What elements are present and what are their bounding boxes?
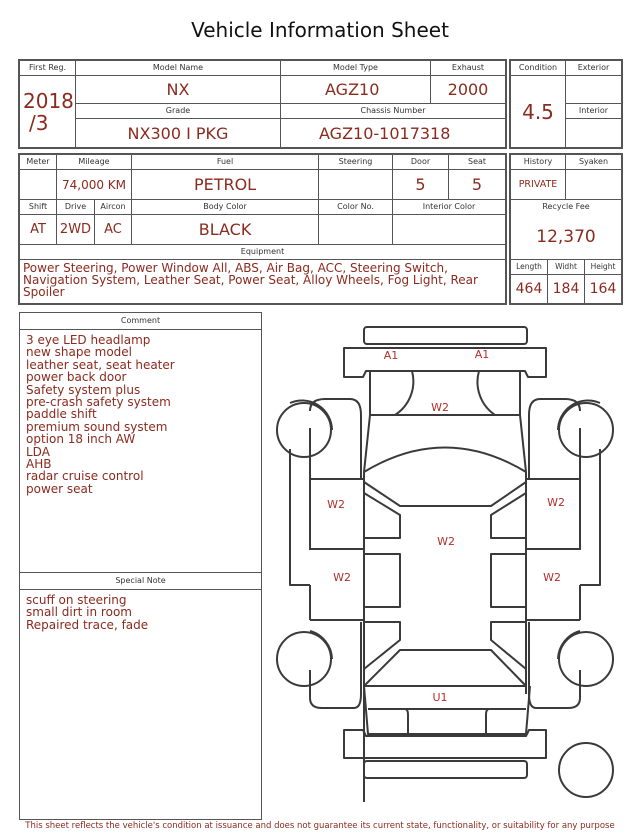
color-no-label: Color No. xyxy=(319,200,393,215)
meter-value xyxy=(20,170,57,200)
door-value: 5 xyxy=(393,170,449,200)
left-tail-lamp xyxy=(369,709,408,735)
comment-line: power seat xyxy=(26,481,93,496)
steering-value xyxy=(319,170,393,200)
condition-value: 4.5 xyxy=(511,76,566,148)
seat-value: 5 xyxy=(449,170,506,200)
first-reg-value xyxy=(20,76,76,148)
chassis-label: Chassis Number xyxy=(281,104,506,119)
comment-line: paddle shift xyxy=(26,407,97,422)
width-label: Widht xyxy=(548,260,585,275)
rear-left-wheel xyxy=(277,632,331,686)
right-a-pillar xyxy=(491,493,526,538)
mark-hood: W2 xyxy=(431,401,449,414)
special-note-list xyxy=(20,590,261,635)
seat-label: Seat xyxy=(449,155,506,170)
comment-line: 3 eye LED headlamp xyxy=(26,333,151,347)
comment-line: new shape model xyxy=(26,345,133,360)
body-color-value: BLACK xyxy=(132,215,319,245)
exterior-label: Exterior xyxy=(566,61,622,76)
mark-roof: W2 xyxy=(437,535,455,548)
wheel-arch xyxy=(310,631,332,659)
exterior-value xyxy=(566,76,622,104)
length-label: Length xyxy=(511,260,548,275)
vehicle-damage-diagram xyxy=(270,315,640,820)
mark-right-rear-door: W2 xyxy=(543,571,561,584)
door-label: Door xyxy=(393,155,449,170)
special-note-line: Repaired trace, fade xyxy=(26,617,149,632)
shift-value: AT xyxy=(20,215,57,245)
steering-label: Steering xyxy=(319,155,393,170)
body-line xyxy=(364,415,370,472)
comment-line: option 18 inch AW xyxy=(26,432,136,447)
special-note-line: scuff on steering xyxy=(26,593,127,607)
first-reg-label: First Reg. xyxy=(20,61,76,76)
mileage-label: Mileage xyxy=(57,155,132,170)
condition-table xyxy=(510,60,622,148)
equipment-label: Equipment xyxy=(20,245,506,260)
fuel-label: Fuel xyxy=(132,155,319,170)
drive-label: Drive xyxy=(57,200,95,215)
recycle-fee-label: Recycle Fee xyxy=(511,200,622,215)
left-a-pillar xyxy=(364,493,400,538)
spare-wheel xyxy=(559,743,613,797)
recycle-fee-value: 12,370 xyxy=(511,215,622,260)
chassis-value: AGZ10-1017318 xyxy=(281,119,506,148)
windshield xyxy=(364,448,526,473)
color-no-value xyxy=(319,215,393,245)
exhaust-label: Exhaust xyxy=(431,61,506,76)
history-value: PRIVATE xyxy=(511,170,566,200)
right-rocker-outer xyxy=(580,449,600,585)
wheel-arch xyxy=(558,631,580,659)
right-c-pillar xyxy=(491,622,526,669)
left-front-fender xyxy=(310,399,361,479)
windshield-lower xyxy=(364,482,526,506)
interior-color-label: Interior Color xyxy=(393,200,506,215)
mark-right-front-door: W2 xyxy=(547,496,565,509)
mark-front-bumper-left: A1 xyxy=(383,349,399,362)
condition-label: Condition xyxy=(511,61,566,76)
syaken-value xyxy=(566,170,622,200)
comment-line: Safety system plus xyxy=(26,382,141,397)
aircon-value: AC xyxy=(95,215,132,245)
mark-left-front-door: W2 xyxy=(327,498,345,511)
model-type-value: AGZ10 xyxy=(281,76,431,104)
grade-label: Grade xyxy=(76,104,281,119)
model-name-value: NX xyxy=(76,76,281,104)
mark-front-bumper-right: A1 xyxy=(474,348,490,361)
shift-label: Shift xyxy=(20,200,57,215)
width-value: 184 xyxy=(548,275,585,304)
left-rocker-outer xyxy=(290,449,310,585)
length-value: 464 xyxy=(511,275,548,304)
drive-value: 2WD xyxy=(57,215,95,245)
comment-heading: Comment xyxy=(20,313,261,330)
model-name-label: Model Name xyxy=(76,61,281,76)
front-left-wheel xyxy=(277,403,331,457)
notes-panel xyxy=(19,312,262,820)
special-note-heading: Special Note xyxy=(20,572,261,590)
comment-list xyxy=(20,330,261,572)
right-b-pillar xyxy=(491,554,526,607)
interior-label: Interior xyxy=(566,104,622,119)
history-table xyxy=(510,154,622,304)
front-grille-strip xyxy=(364,327,527,344)
rear-step-strip xyxy=(364,761,527,778)
front-bumper xyxy=(344,348,546,377)
first-reg-year: 2018 xyxy=(23,88,74,113)
interior-color-value xyxy=(393,215,506,245)
rear-right-wheel xyxy=(559,632,613,686)
page-title: Vehicle Information Sheet xyxy=(191,18,449,42)
left-headlight xyxy=(395,371,413,415)
history-label: History xyxy=(511,155,566,170)
left-b-pillar xyxy=(364,554,400,607)
comment-line: leather seat, seat heater xyxy=(26,357,175,372)
body-color-label: Body Color xyxy=(132,200,319,215)
aircon-label: Aircon xyxy=(95,200,132,215)
first-reg-month: /3 xyxy=(29,110,49,135)
body-line xyxy=(520,415,526,472)
front-right-wheel xyxy=(559,403,613,457)
grade-value: NX300 I PKG xyxy=(76,119,281,148)
comment-line: AHB xyxy=(26,457,52,472)
equipment-value: Power Steering, Power Window All, ABS, Air Bag, ACC, Steering Switch, Navigation System, Leather Seat, Power Seat, Alloy Wheels, Fog Light, Rear Spoiler xyxy=(20,260,506,304)
fuel-value: PETROL xyxy=(132,170,319,200)
meter-label: Meter xyxy=(20,155,57,170)
left-c-pillar xyxy=(364,622,400,669)
comment-line: power back door xyxy=(26,370,127,385)
right-tail-lamp xyxy=(486,709,525,735)
model-type-label: Model Type xyxy=(281,61,431,76)
height-value: 164 xyxy=(585,275,622,304)
comment-line: LDA xyxy=(26,444,50,459)
rear-window xyxy=(364,650,526,686)
interior-value xyxy=(566,119,622,148)
disclaimer-footer: This sheet reflects the vehicle's condition at issuance and does not guarantee its current state, functionality, or suitability for any purpose xyxy=(25,821,615,831)
comment-line: radar cruise control xyxy=(26,469,144,484)
exhaust-value: 2000 xyxy=(431,76,506,104)
mark-rear-gate: U1 xyxy=(432,691,448,704)
height-label: Height xyxy=(585,260,622,275)
specs-table xyxy=(19,154,506,304)
vehicle-identity-table xyxy=(19,60,506,148)
right-headlight xyxy=(477,371,495,415)
comment-line: pre-crash safety system xyxy=(26,395,171,410)
right-front-fender xyxy=(529,399,580,479)
syaken-label: Syaken xyxy=(566,155,622,170)
mark-left-rear-door: W2 xyxy=(333,571,351,584)
special-note-line: small dirt in room xyxy=(26,605,132,620)
comment-line: premium sound system xyxy=(26,419,168,434)
mileage-value: 74,000 KM xyxy=(57,170,132,200)
